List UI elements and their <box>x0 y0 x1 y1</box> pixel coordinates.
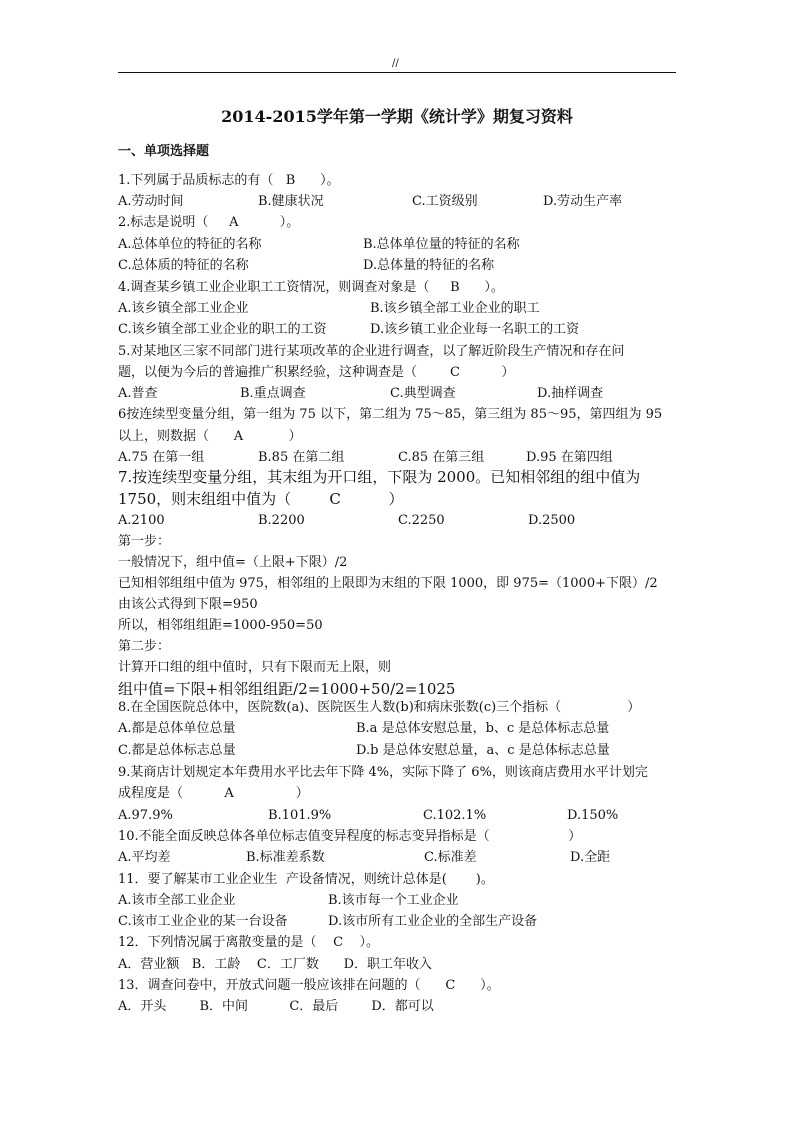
option-q6o-0: A.75 在第一组 <box>118 450 205 465</box>
option-q8o2-1: D.b 是总体安慰总量，a、c 是总体标志总量 <box>356 743 610 758</box>
option-q7o-0: A.2100 <box>118 513 165 528</box>
option-q11o2-0: C.该市工业企业的某一台设备 <box>118 914 288 929</box>
text-line-q10: 10.不能全面反映总体各单位标志值变异程度的标志变异指标是（ ） <box>118 829 582 844</box>
option-q11o1-0: A.该市全部工业企业 <box>118 893 236 908</box>
option-q9o-1: B.101.9% <box>268 808 332 823</box>
text-line-q11: 11．要了解某市工业企业生 产设备情况，则统计总体是( )。 <box>118 872 494 887</box>
text-line-q7a: 7.按连续型变量分组，其末组为开口组，下限为 2000。已知相邻组的组中值为 <box>118 468 641 486</box>
text-line-q13: 13．调查问卷中，开放式问题一般应该排在问题的（ C ）。 <box>118 978 500 993</box>
option-q4o1-0: A.该乡镇全部工业企业 <box>118 301 249 316</box>
option-q2o1-0: A.总体单位的特征的名称 <box>118 237 262 252</box>
text-line-q8: 8.在全国医院总体中，医院数(a)、医院医生人数(b)和病床张数(c)三个指标（ ） <box>118 700 641 715</box>
option-q5o-2: C.典型调查 <box>390 386 456 401</box>
option-q4o2-1: D.该乡镇工业企业每一名职工的工资 <box>370 322 580 337</box>
option-q2o2-1: D.总体量的特征的名称 <box>363 258 495 273</box>
text-line-s1: 第一步： <box>118 534 171 549</box>
option-q1o-0: A.劳动时间 <box>118 194 184 209</box>
text-line-s7: 计算开口组的组中值时，只有下限而无上限，则 <box>118 660 392 675</box>
option-q9o-3: D.150% <box>567 808 619 823</box>
option-q5o-1: B.重点调查 <box>240 386 306 401</box>
option-q9o-0: A.97.9% <box>118 808 173 823</box>
text-line-q12: 12．下列情况属于离散变量的是（ C ）。 <box>118 935 380 950</box>
option-q1o-3: D.劳动生产率 <box>543 194 623 209</box>
text-line-s3: 已知相邻组组中值为 975，相邻组的上限即为末组的下限 1000，即 975=（1000+下限）/2 <box>118 576 658 591</box>
section-heading: 一、单项选择题 <box>118 144 210 159</box>
text-line-q9a: 9.某商店计划规定本年费用水平比去年下降 4%，实际下降了 6%，则该商店费用水平计划完 <box>118 765 648 780</box>
option-q1o-2: C.工资级别 <box>412 194 478 209</box>
text-line-q5b: 题，以便为今后的普遍推广积累经验，这种调查是（ C ） <box>118 365 515 380</box>
option-q11o2-1: D.该市所有工业企业的全部生产设备 <box>328 914 538 929</box>
option-q4o1-1: B.该乡镇全部工业企业的职工 <box>370 301 540 316</box>
option-q6o-1: B.85 在第二组 <box>258 450 345 465</box>
text-line-q7b: 1750，则末组组中值为（ C ） <box>118 490 404 508</box>
option-q2o1-1: B.总体单位量的特征的名称 <box>363 237 520 252</box>
header-rule <box>118 72 676 73</box>
option-q10o-0: A.平均差 <box>118 850 171 865</box>
option-q1o-1: B.健康状况 <box>258 194 324 209</box>
text-line-q12o: A．营业额 B．工龄 C．工厂数 D．职工年收入 <box>118 957 433 972</box>
text-line-q2: 2.标志是说明（ A ）。 <box>118 215 300 230</box>
text-line-s8: 组中值=下限+相邻组组距/2=1000+50/2=1025 <box>118 680 456 698</box>
text-line-q9b: 成程度是（ A ） <box>118 786 309 801</box>
text-line-s6: 第二步： <box>118 639 171 654</box>
text-line-q1: 1.下列属于品质标志的有（ B ）。 <box>118 173 340 188</box>
option-q11o1-1: B.该市每一个工业企业 <box>328 893 459 908</box>
option-q5o-3: D.抽样调查 <box>537 386 604 401</box>
option-q4o2-0: C.该乡镇全部工业企业的职工的工资 <box>118 322 327 337</box>
text-line-q5a: 5.对某地区三家不同部门进行某项改革的企业进行调查，以了解近阶段生产情况和存在问 <box>118 344 625 359</box>
page-title: 2014-2015学年第一学期《统计学》期复习资料 <box>221 107 573 126</box>
option-q10o-2: C.标准差 <box>424 850 477 865</box>
option-q6o-3: D.95 在第四组 <box>526 450 613 465</box>
text-line-s2: 一般情况下，组中值=（上限+下限）/2 <box>118 555 348 570</box>
option-q5o-0: A.普查 <box>118 386 158 401</box>
option-q7o-2: C.2250 <box>398 513 445 528</box>
option-q8o2-0: C.都是总体标志总量 <box>118 743 236 758</box>
text-line-q13o: A．开头 B．中间 C．最后 D．都可以 <box>118 999 434 1014</box>
option-q10o-3: D.全距 <box>570 850 611 865</box>
option-q9o-2: C.102.1% <box>423 808 487 823</box>
text-line-s4: 由该公式得到下限=950 <box>118 597 258 612</box>
text-line-q6b: 以上，则数据（ A ） <box>118 429 302 444</box>
text-line-s5: 所以，相邻组组距=1000-950=50 <box>118 618 323 633</box>
option-q2o2-0: C.总体质的特征的名称 <box>118 258 249 273</box>
option-q7o-1: B.2200 <box>258 513 305 528</box>
text-line-q4: 4.调查某乡镇工业企业职工工资情况，则调查对象是（ B ）。 <box>118 280 504 295</box>
option-q10o-1: B.标准差系数 <box>246 850 325 865</box>
text-line-q6a: 6按连续型变量分组，第一组为 75 以下，第二组为 75～85，第三组为 85～95，第四组为 95 <box>118 407 663 422</box>
option-q8o1-1: B.a 是总体安慰总量，b、c 是总体标志总量 <box>356 721 610 736</box>
option-q7o-3: D.2500 <box>528 513 576 528</box>
header-mark: // <box>392 58 399 69</box>
option-q8o1-0: A.都是总体单位总量 <box>118 721 236 736</box>
option-q6o-2: C.85 在第三组 <box>398 450 485 465</box>
